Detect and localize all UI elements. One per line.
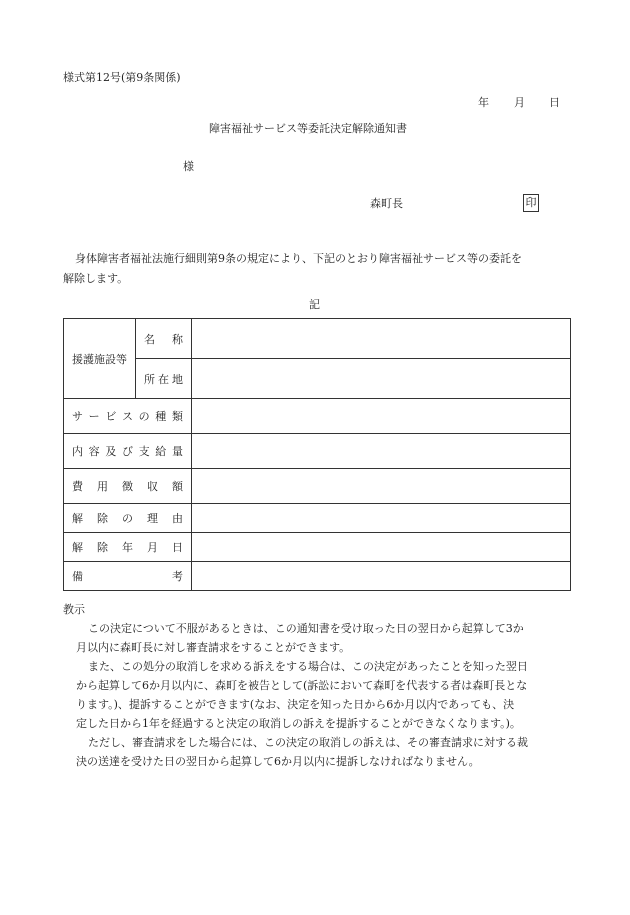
name-label: 名 称 [136,319,192,359]
reason-value[interactable] [192,504,571,533]
sender-name: 森町長 [370,197,403,210]
content-amount-value[interactable] [192,434,571,469]
content-amount-label: 内 容 及 び 支 給 量 [64,434,192,469]
service-type-label: サ ー ビ ス の 種 類 [64,399,192,434]
facility-group-label: 援護施設等 [64,319,136,399]
document-title: 障害福祉サービス等委託決定解除通知書 [209,122,407,135]
name-value[interactable] [192,319,571,359]
location-label: 所 在 地 [136,359,192,399]
notice-para2-line1: また、この処分の取消しを求める訴えをする場合は、この決定があったことを知った翌日 [88,660,528,673]
table-row [64,359,571,399]
notice-para2-line3: ります。)、提訴することができます(なお、決定を知った日から6か月以内であっても、決 [76,698,515,711]
date-label: 解 除 年 月 日 [64,533,192,562]
notice-para2-line4: 定した日から1年を経過すると決定の取消しの訴えを提訴することができなくなります。)。 [76,717,521,730]
addressee-suffix: 様 [183,160,194,173]
date-month-label: 月 [514,96,525,109]
table-row [64,562,571,591]
table-row [64,399,571,434]
notice-para3-line1: ただし、審査請求をした場合には、この決定の取消しの訴えは、その審査請求に対する裁 [88,736,528,749]
body-text-line2: 解除します。 [63,272,129,285]
date-year-label: 年 [478,96,489,109]
date-value[interactable] [192,533,571,562]
table-row [64,469,571,504]
location-value[interactable] [192,359,571,399]
ki-heading: 記 [309,298,320,311]
fee-value[interactable] [192,469,571,504]
table-row [64,504,571,533]
remarks-value[interactable] [192,562,571,591]
reason-label: 解 除 の 理 由 [64,504,192,533]
service-type-value[interactable] [192,399,571,434]
table-row [64,319,571,359]
fee-label: 費 用 徴 収 額 [64,469,192,504]
table-row [64,434,571,469]
form-number: 様式第12号(第9条関係) [63,71,181,84]
form-table [63,318,571,591]
seal-mark: 印 [523,194,539,212]
notice-heading: 教示 [63,603,85,616]
remarks-label: 備 考 [64,562,192,591]
body-text-line1: 身体障害者福祉法施行細則第9条の規定により、下記のとおり障害福祉サービス等の委託を [75,252,522,265]
notice-para2-line2: から起算して6か月以内に、森町を被告として(訴訟において森町を代表する者は森町長とな [76,679,528,692]
notice-para1-line2: 月以内に森町長に対し審査請求をすることができます。 [76,641,351,654]
notice-para1-line1: この決定について不服があるときは、この通知書を受け取った日の翌日から起算して3か [88,622,524,635]
table-row [64,533,571,562]
date-day-label: 日 [549,96,560,109]
notice-body [63,619,583,771]
notice-para3-line2: 決の送達を受けた日の翌日から起算して6か月以内に提訴しなければなりません。 [76,755,480,768]
